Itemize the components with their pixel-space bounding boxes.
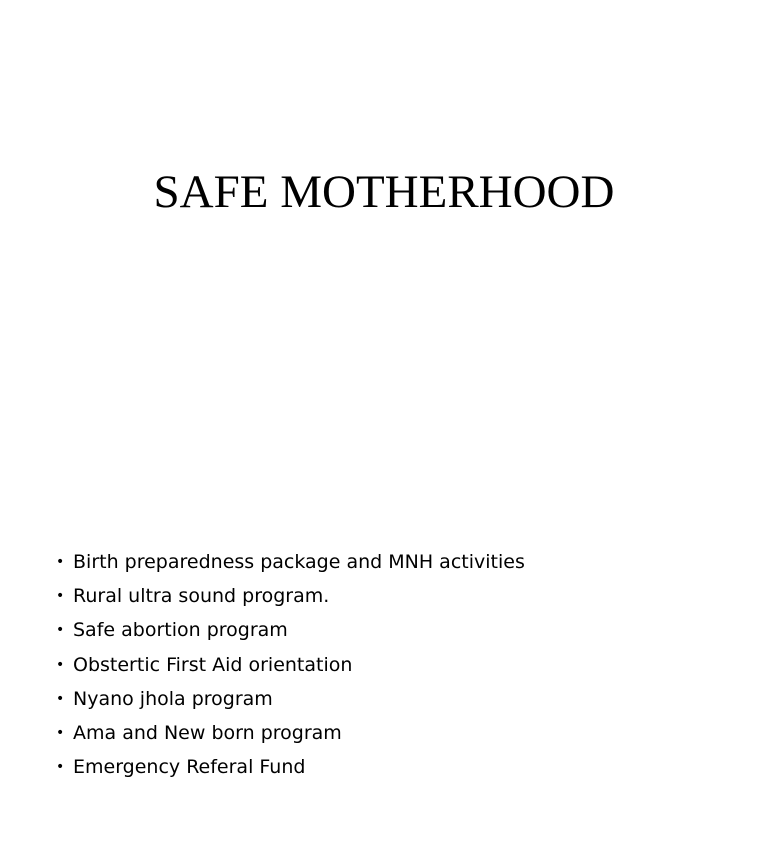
list-item-text: Nyano jhola program bbox=[73, 687, 273, 710]
list-item bbox=[56, 649, 525, 683]
list-item bbox=[56, 614, 525, 648]
list-item bbox=[56, 580, 525, 614]
bullet-icon: • bbox=[56, 588, 65, 605]
list-item-text: Obstertic First Aid orientation bbox=[73, 653, 353, 676]
list-item bbox=[56, 683, 525, 717]
bullet-icon: • bbox=[56, 622, 65, 639]
slide-title: SAFE MOTHERHOOD bbox=[153, 166, 615, 218]
list-item-text: Safe abortion program bbox=[73, 619, 288, 642]
list-item-text: Emergency Referal Fund bbox=[73, 756, 306, 779]
list-item-text: Rural ultra sound program. bbox=[73, 585, 330, 608]
bullet-icon: • bbox=[56, 759, 65, 776]
list-item-text: Ama and New born program bbox=[73, 722, 342, 745]
list-item bbox=[56, 546, 525, 580]
list-item bbox=[56, 717, 525, 751]
bullet-icon: • bbox=[56, 725, 65, 742]
list-item bbox=[56, 751, 525, 785]
bullet-icon: • bbox=[56, 656, 65, 673]
bullet-icon: • bbox=[56, 690, 65, 707]
bullet-icon: • bbox=[56, 554, 65, 570]
list-item-text: Birth preparedness package and MNH activities bbox=[73, 551, 525, 573]
bullet-list bbox=[56, 546, 525, 785]
